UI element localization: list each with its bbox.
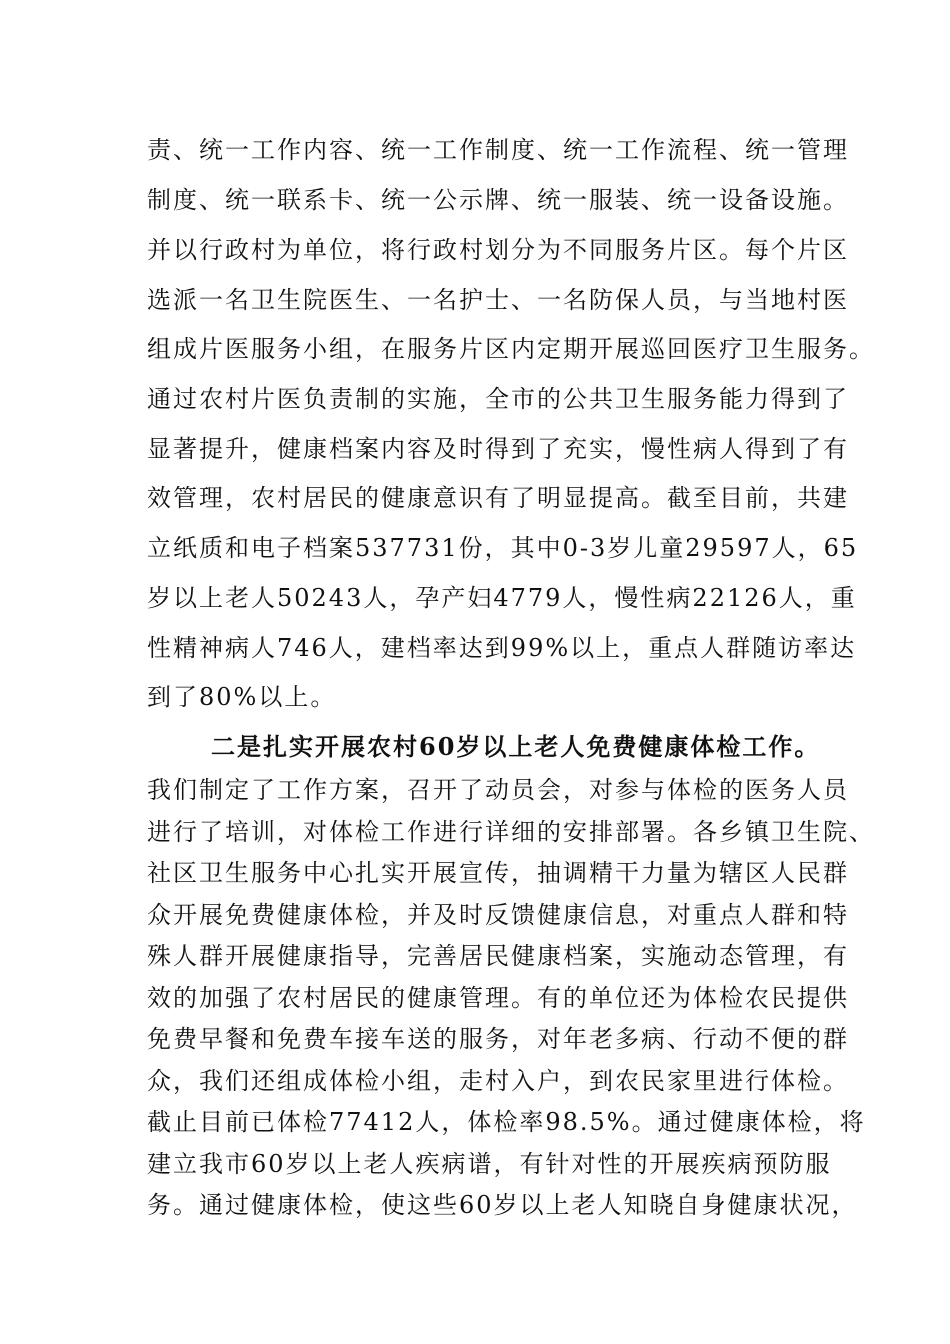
text-line: 并以行政村为单位，将行政村划分为不同服务片区。每个片区 [147,236,849,264]
text-line: 社区卫生服务中心扎实开展宣传，抽调精干力量为辖区人民群 [147,859,849,887]
text-line: 立纸质和电子档案537731份，其中0-3岁儿童29597人，65 [147,534,859,562]
text-line: 显著提升，健康档案内容及时得到了充实，慢性病人得到了有 [147,435,849,463]
text-line: 制度、统一联系卡、统一公示牌、统一服装、统一设备设施。 [147,186,849,214]
text-line: 众开展免费健康体检，并及时反馈健康信息，对重点人群和特 [147,901,849,929]
text-line: 务。通过健康体检，使这些60岁以上老人知晓自身健康状况， [147,1191,858,1219]
text-line: 免费早餐和免费车接车送的服务，对年老多病、行动不便的群 [147,1025,849,1053]
text-line: 进行了培训，对体检工作进行详细的安排部署。各乡镇卫生院、 [147,818,875,846]
text-line: 众，我们还组成体检小组，走村入户，到农民家里进行体检。 [147,1067,849,1095]
text-line: 组成片医服务小组，在服务片区内定期开展巡回医疗卫生服务。 [147,335,875,363]
text-line: 效的加强了农村居民的健康管理。有的单位还为体检农民提供 [147,984,849,1012]
text-line: 我们制定了工作方案，召开了动员会，对参与体检的医务人员 [147,776,849,804]
text-line: 效管理，农村居民的健康意识有了明显提高。截至目前，共建 [147,484,849,512]
text-line: 选派一名卫生院医生、一名护士、一名防保人员，与当地村医 [147,286,849,314]
text-line: 岁以上老人50243人，孕产妇4779人，慢性病22126人，重 [147,584,857,612]
text-line: 性精神病人746人，建档率达到99%以上，重点人群随访率达 [147,634,857,662]
section-heading: 二是扎实开展农村60岁以上老人免费健康体检工作。 [211,732,821,761]
text-line: 通过农村片医负责制的实施，全市的公共卫生服务能力得到了 [147,385,849,413]
text-line: 殊人群开展健康指导，完善居民健康档案，实施动态管理，有 [147,942,849,970]
text-line: 截止目前已体检77412人，体检率98.5%。通过健康体检，将 [147,1108,866,1136]
text-line: 到了80%以上。 [147,683,337,711]
text-line: 责、统一工作内容、统一工作制度、统一工作流程、统一管理 [147,136,849,164]
text-line: 建立我市60岁以上老人疾病谱，有针对性的开展疾病预防服 [147,1150,832,1178]
